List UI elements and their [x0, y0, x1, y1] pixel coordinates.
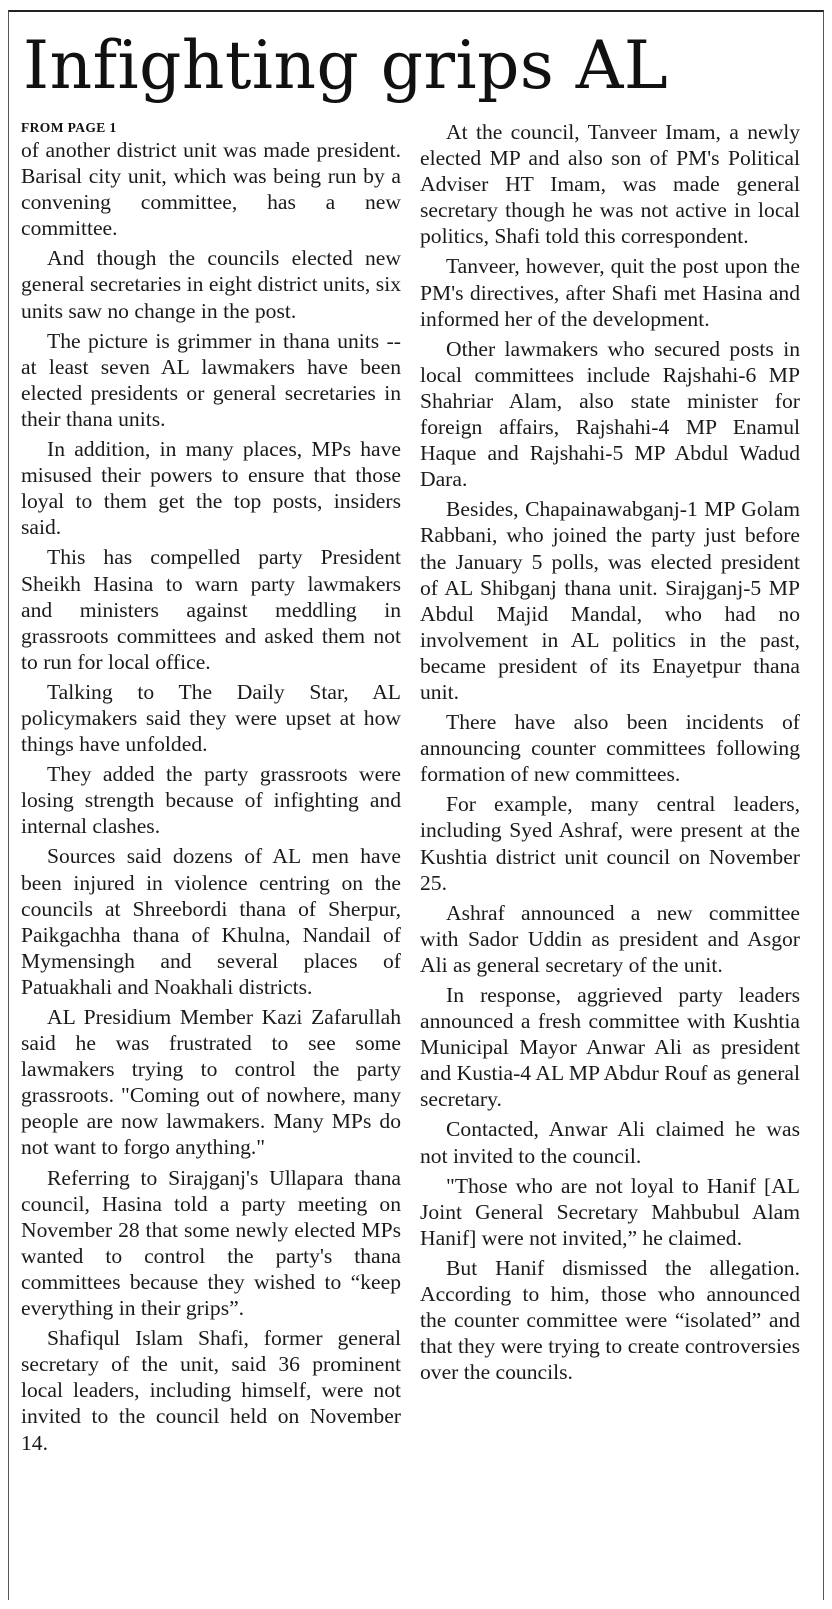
paragraph: Contacted, Anwar Ali claimed he was not invited to the council.: [420, 1117, 800, 1168]
paragraph: AL Presidium Member Kazi Zafarullah said he was frustrated to see some lawmakers trying to control the party grassroots. "Coming out of nowhere, many people are now lawmakers. Many MPs do not want to forgo anything.": [21, 1005, 401, 1160]
paragraph: Shafiqul Islam Shafi, former general secretary of the unit, said 36 prominent local leaders, including himself, were not invited to the council held on November 14.: [21, 1326, 401, 1455]
paragraph: There have also been incidents of announcing counter committees following formation of new committees.: [420, 710, 800, 787]
paragraph: Besides, Chapainawabganj-1 MP Golam Rabbani, who joined the party just before the January 5 polls, was elected president of AL Shibganj thana unit. Sirajganj-5 MP Abdul Majid Mandal, who had no involvement in AL politics in the past, became president of its Enayetpur thana unit.: [420, 497, 800, 704]
paragraph: In addition, in many places, MPs have misused their powers to ensure that those loyal to them get the top posts, insiders said.: [21, 437, 401, 540]
right-column: [420, 119, 800, 1389]
paragraph: They added the party grassroots were losing strength because of infighting and internal clashes.: [21, 762, 401, 839]
paragraph: Tanveer, however, quit the post upon the PM's directives, after Shafi met Hasina and informed her of the development.: [420, 254, 800, 331]
paragraph: Talking to The Daily Star, AL policymakers said they were upset at how things have unfolded.: [21, 679, 401, 757]
paragraph: At the council, Tanveer Imam, a newly elected MP and also son of PM's Political Adviser HT Imam, was made general secretary though he was not active in local politics, Shafi told this correspondent.: [420, 120, 800, 249]
continuation-kicker: FROM PAGE 1: [21, 120, 117, 135]
newspaper-clipping: [8, 10, 824, 1600]
paragraph: Referring to Sirajganj's Ullapara thana council, Hasina told a party meeting on November 28 that some newly elected MPs wanted to control the party's thana committees because they wished to “keep everything in their grips”.: [21, 1165, 401, 1321]
paragraph: Ashraf announced a new committee with Sador Uddin as president and Asgor Ali as general secretary of the unit.: [420, 900, 800, 977]
paragraph: Other lawmakers who secured posts in local committees include Rajshahi-6 MP Shahriar Alam, also state minister for foreign affairs, Rajshahi-4 MP Enamul Haque and Rajshahi-5 MP Abdul Wadud Dara.: [420, 336, 800, 492]
paragraph: But Hanif dismissed the allegation. According to him, those who announced the counter committee were “isolated” and that they were trying to create controversies over the councils.: [420, 1255, 800, 1385]
headline: Infighting grips AL: [23, 27, 669, 104]
paragraph: This has compelled party President Sheikh Hasina to warn party lawmakers and ministers against meddling in grassroots committees and asked them not to run for local office.: [21, 545, 401, 674]
paragraph: For example, many central leaders, including Syed Ashraf, were present at the Kushtia district unit council on November 25.: [420, 792, 800, 895]
paragraph: In response, aggrieved party leaders announced a fresh committee with Kushtia Municipal Mayor Anwar Ali as president and Kustia-4 AL MP Abdur Rouf as general secretary.: [420, 983, 800, 1112]
left-column: [21, 119, 401, 1460]
paragraph: Sources said dozens of AL men have been injured in violence centring on the councils at Shreebordi thana of Sherpur, Paikgachha thana of Khulna, Nandail of Mymensingh and several places of Patuakhali and Noakhali districts.: [21, 844, 401, 999]
paragraph: "Those who are not loyal to Hanif [AL Joint General Secretary Mahbubul Alam Hanif] were not invited,” he claimed.: [420, 1173, 800, 1250]
paragraph: And though the councils elected new general secretaries in eight district units, six units saw no change in the post.: [21, 246, 401, 323]
paragraph: of another district unit was made president. Barisal city unit, which was being run by a convening committee, has a new committee.: [21, 138, 401, 241]
paragraph: The picture is grimmer in thana units -- at least seven AL lawmakers have been elected presidents or general secretaries in their thana units.: [21, 328, 401, 431]
